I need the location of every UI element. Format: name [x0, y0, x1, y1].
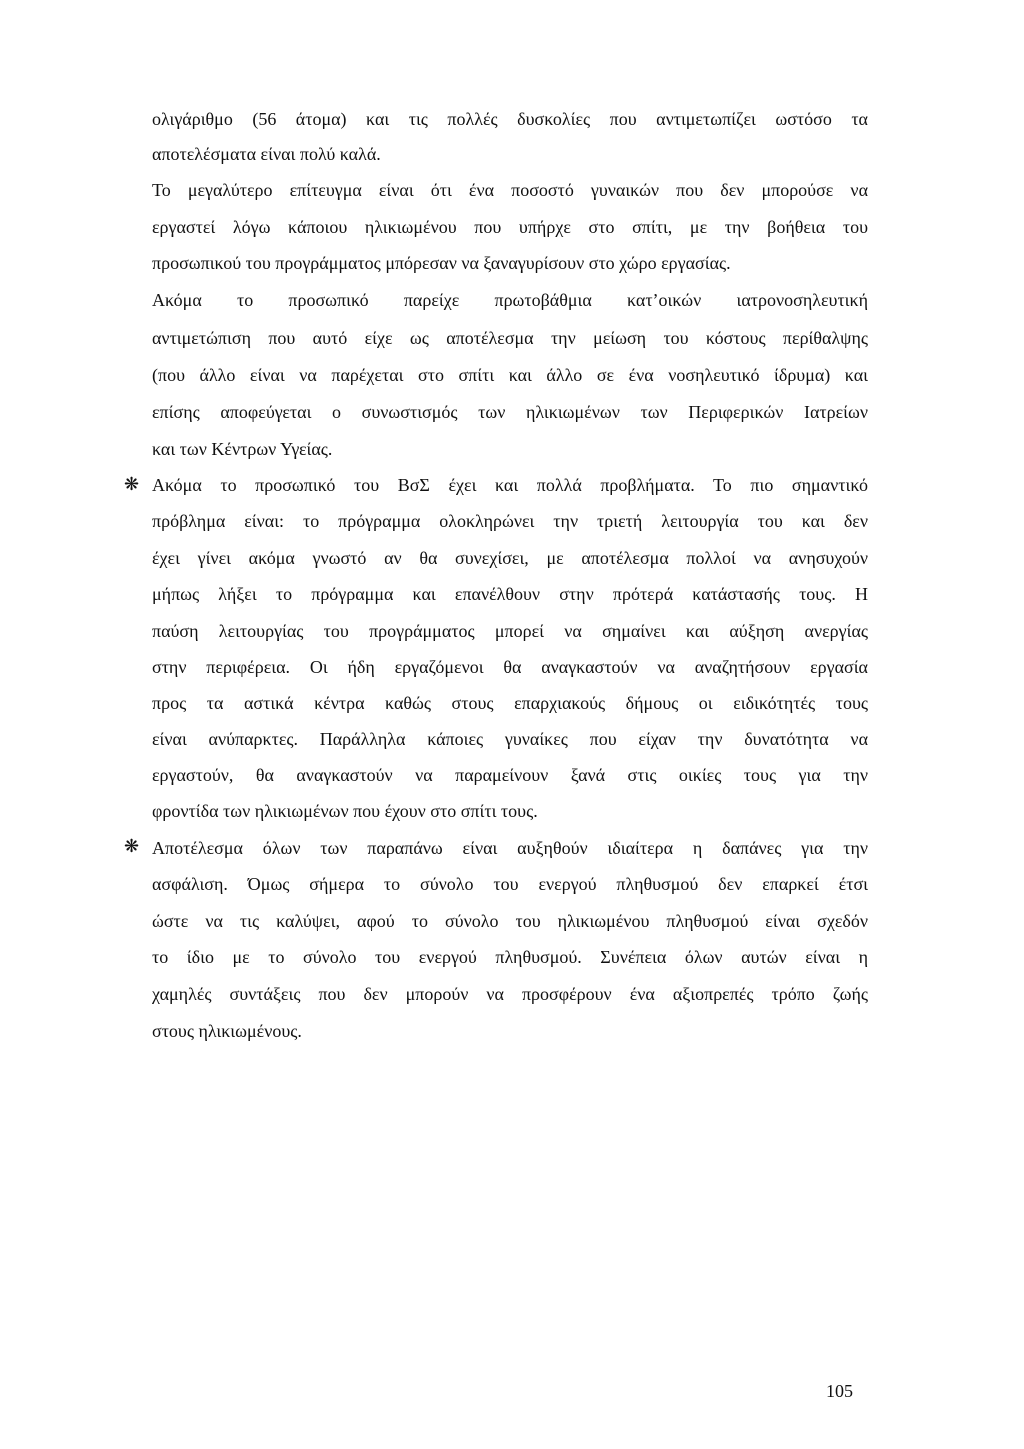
bullet-marker-icon: ❋	[124, 474, 140, 494]
page-number: 105	[826, 1381, 853, 1401]
text-line: προς τα αστικά κέντρα καθώς στους επαρχιακούς δήμους οι ειδικότητές τους	[152, 693, 868, 713]
text-line: είναι ανύπαρκτες. Παράλληλα κάποιες γυναίκες που είχαν την δυνατότητα να	[152, 729, 868, 749]
text-line: Αποτέλεσμα όλων των παραπάνω είναι αυξηθούν ιδιαίτερα η δαπάνες για την	[152, 838, 868, 858]
text-line: Το μεγαλύτερο επίτευγμα είναι ότι ένα ποσοστό γυναικών που δεν μπορούσε να	[152, 180, 868, 200]
text-line: επίσης αποφεύγεται ο συνωστισμός των ηλικιωμένων των Περιφερικών Ιατρείων	[152, 402, 868, 422]
text-line: προσωπικού του προγράμματος μπόρεσαν να ξαναγυρίσουν στο χώρο εργασίας.	[152, 253, 731, 273]
text-line: ασφάλιση. Όμως σήμερα το σύνολο του ενεργού πληθυσμού δεν επαρκεί έτσι	[152, 874, 868, 894]
text-line: το ίδιο με το σύνολο του ενεργού πληθυσμού. Συνέπεια όλων αυτών είναι η	[152, 947, 868, 967]
text-line: στην περιφέρεια. Οι ήδη εργαζόμενοι θα αναγκαστούν να αναζητήσουν εργασία	[152, 657, 868, 677]
text-line: χαμηλές συντάξεις που δεν μπορούν να προσφέρουν ένα αξιοπρεπές τρόπο ζωής	[152, 984, 868, 1004]
text-line: Ακόμα το προσωπικό του ΒσΣ έχει και πολλά προβλήματα. Το πιο σημαντικό	[152, 475, 868, 495]
text-line: εργαστεί λόγω κάποιου ηλικιωμένου που υπήρχε στο σπίτι, με την βοήθεια του	[152, 217, 868, 237]
text-line: φροντίδα των ηλικιωμένων που έχουν στο σπίτι τους.	[152, 801, 538, 821]
text-line: πρόβλημα είναι: το πρόγραμμα ολοκληρώνει την τριετή λειτουργία του και δεν	[152, 511, 868, 531]
text-line: Ακόμα το προσωπικό παρείχε πρωτοβάθμια κατ’οικών ιατρονοσηλευτική	[152, 290, 868, 310]
text-line: εργαστούν, θα αναγκαστούν να παραμείνουν ξανά στις οικίες τους για την	[152, 765, 868, 785]
text-line: ώστε να τις καλύψει, αφού το σύνολο του ηλικιωμένου πληθυσμού είναι σχεδόν	[152, 911, 868, 931]
text-line: στους ηλικιωμένους.	[152, 1021, 302, 1041]
bullet-marker-icon: ❋	[124, 836, 140, 856]
text-line: αποτελέσματα είναι πολύ καλά.	[152, 144, 381, 164]
text-line: μήπως λήξει το πρόγραμμα και επανέλθουν στην πρότερά κατάστασής τους. Η	[152, 584, 868, 604]
text-line: ολιγάριθμο (56 άτομα) και τις πολλές δυσκολίες που αντιμετωπίζει ωστόσο τα	[152, 109, 868, 129]
text-line: και των Κέντρων Υγείας.	[152, 439, 333, 459]
text-line: έχει γίνει ακόμα γνωστό αν θα συνεχίσει, με αποτέλεσμα πολλοί να ανησυχούν	[152, 548, 868, 568]
text-line: παύση λειτουργίας του προγράμματος μπορεί να σημαίνει και αύξηση ανεργίας	[152, 621, 868, 641]
text-line: (που άλλο είναι να παρέχεται στο σπίτι και άλλο σε ένα νοσηλευτικό ίδρυμα) και	[152, 365, 868, 385]
text-line: αντιμετώπιση που αυτό είχε ως αποτέλεσμα την μείωση του κόστους περίθαλψης	[152, 328, 868, 348]
